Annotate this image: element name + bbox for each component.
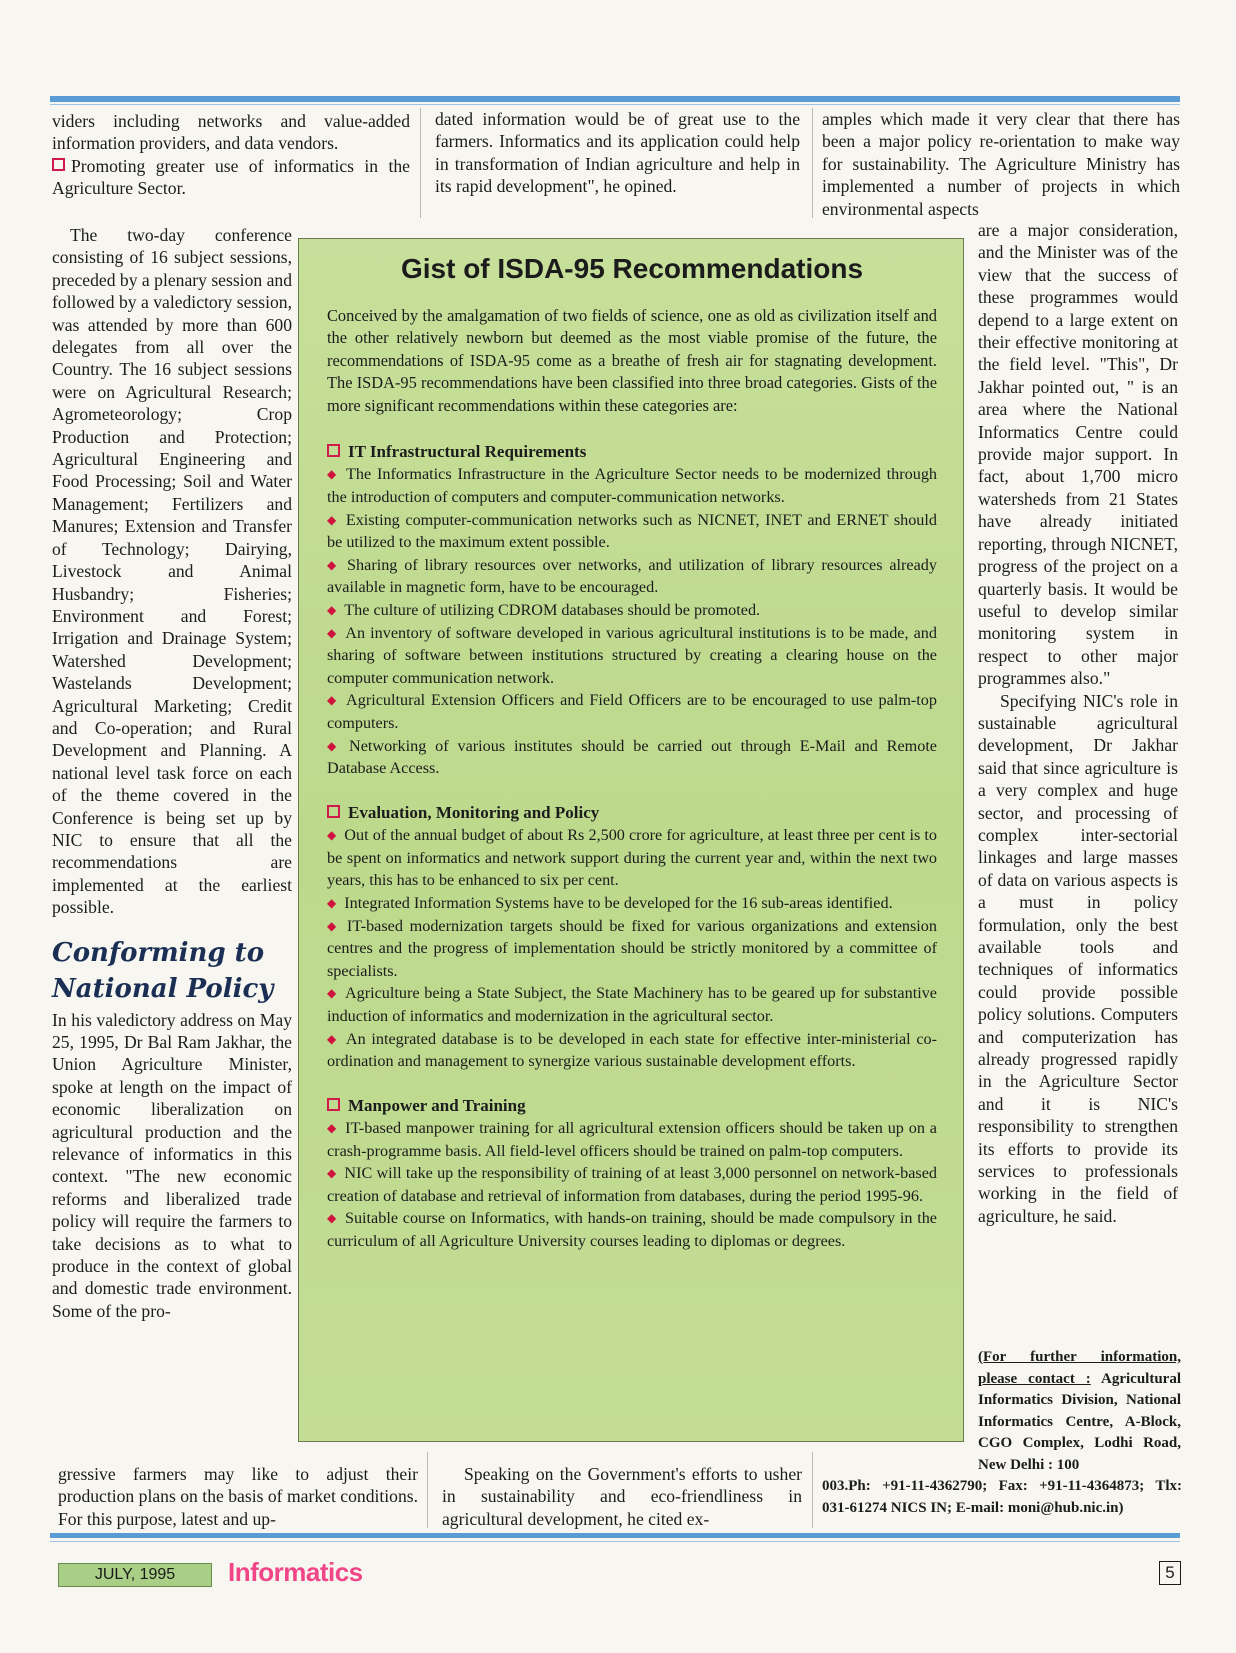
gist-item-text: Agriculture being a State Subject, the State Machinery has to be geared up for substantive induction of informatics and modernization in the agricultural sector.: [327, 984, 937, 1025]
gist-item-text: An inventory of software developed in various agricultural institutions is to be made, and sharing of software between institutions structured by creating a clearing house on the computer communication network.: [327, 623, 937, 687]
diamond-bullet-icon: ◆: [327, 986, 337, 1001]
gist-section-title-text: Manpower and Training: [348, 1095, 526, 1115]
diamond-bullet-icon: ◆: [327, 1121, 338, 1136]
gist-section-title-text: Evaluation, Monitoring and Policy: [348, 802, 600, 822]
diamond-bullet-icon: ◆: [327, 1031, 338, 1046]
column-divider: [420, 108, 421, 218]
gist-item: [327, 689, 937, 734]
diamond-bullet-icon: ◆: [327, 512, 338, 527]
page-number: 5: [1159, 1561, 1181, 1585]
gist-item: [327, 622, 937, 690]
col3-paragraph: are a major consideration, and the Minister was of the view that the success of these programmes would depend to a large extent on their effective monitoring at the field level. "This", Dr Jakhar pointed out, " is an area where the National Informatics Centre could provide major support. In fact, about 1,700 micro watersheds from 21 States have already initiated reporting, through NICNET, progress of the project on a quarterly basis. It would be useful to develop similar monitoring system in respect to other major programmes also.": [978, 220, 1179, 689]
gist-section-title-text: IT Infrastructural Requirements: [348, 442, 587, 462]
gist-item-text: Integrated Information Systems have to be developed for the 16 sub-areas identified.: [344, 893, 893, 912]
gist-item: [327, 1028, 937, 1073]
gist-section: [327, 441, 937, 780]
diamond-bullet-icon: ◆: [327, 693, 339, 708]
gist-title: Gist of ISDA-95 Recommendations: [400, 253, 864, 284]
diamond-bullet-icon: ◆: [327, 918, 339, 933]
gist-box: [298, 238, 964, 1442]
box-bullet-icon: [52, 158, 65, 171]
contact-link-text: (For further information, please contact :: [978, 1349, 1181, 1387]
gist-item: [327, 892, 937, 915]
col1-bullet-text: Promoting greater use of informatics in the Agriculture Sector.: [52, 155, 410, 199]
diamond-bullet-icon: ◆: [327, 738, 342, 753]
col1-bottom-paragraph: gressive farmers may like to adjust their production plans on the basis of market conditions. For this purpose, latest and up-: [58, 1464, 418, 1529]
gist-item: [327, 554, 937, 599]
gist-item: [327, 1162, 937, 1207]
diamond-bullet-icon: ◆: [327, 625, 338, 640]
issue-date: JULY, 1995: [58, 1563, 212, 1587]
col3-top-paragraph: amples which made it very clear that there has been a major policy re-orientation to make way for sustainability. The Agriculture Ministry has implemented a number of projects in which environmental aspects: [822, 109, 1180, 219]
col3-paragraph: Specifying NIC's role in sustainable agricultural development, Dr Jakhar said that since agriculture is a very complex and huge sector, and processing of complex inter-sectorial linkages and large masses of data on various aspects is a must in policy formulation, only the best available tools and techniques of informatics could provide possible policy solutions. Computers and computerization has already progressed rapidly in the Agriculture Sector and it is NIC's responsibility to strengthen its efforts to provide its services to professionals working in the field of agriculture, he said.: [978, 690, 1178, 1226]
box-bullet-icon: [327, 805, 340, 818]
column-1-top: [52, 110, 410, 200]
bottom-rule: [50, 1533, 1180, 1538]
col2-bottom-paragraph: Speaking on the Government's efforts to usher in sustainability and eco-friendliness in agricultural development, he cited ex-: [442, 1464, 802, 1529]
column-1-bottom: [58, 1463, 418, 1530]
gist-section: [327, 802, 937, 1073]
gist-item: [327, 1117, 937, 1162]
gist-item-text: The Informatics Infrastructure in the Agriculture Sector needs to be modernized through the introduction of computers and computer-communication networks.: [327, 465, 938, 507]
contact-phone-email: 003.Ph: +91-11-4362790; Fax: +91-11-4364873; Tlx: 031-61274 NICS IN; E-mail: moni@hub.nic.in): [822, 1478, 1182, 1516]
diamond-bullet-icon: ◆: [327, 828, 337, 843]
contact-address: Agricultural Informatics Division, National Informatics Centre, A-Block, CGO Complex, Lodhi Road, New Delhi : 100: [978, 1370, 1181, 1473]
gist-item: [327, 599, 937, 622]
gist-section-title: [327, 1095, 937, 1117]
gist-item-text: Agricultural Extension Officers and Field Officers are to be encouraged to use palm-top computers.: [327, 691, 937, 732]
diamond-bullet-icon: ◆: [327, 467, 339, 482]
gist-section-title: [327, 441, 937, 463]
box-bullet-icon: [327, 444, 340, 457]
gist-item-text: NIC will take up the responsibility of training of at least 3,000 personnel on network-based creation of database and retrieval of information from databases, during the period 1995-96.: [327, 1164, 937, 1205]
gist-section-title: [327, 802, 937, 824]
contact-info: [978, 1347, 1181, 1476]
column-2-top: [435, 108, 800, 198]
column-divider: [812, 108, 813, 218]
diamond-bullet-icon: ◆: [327, 895, 337, 910]
gist-intro: Conceived by the amalgamation of two fields of science, one as old as civilization itself and the other relatively newborn but deemed as the most viable promise of the future, the recommendations of ISDA-95 come as a breathe of fresh air for stagnating development. The ISDA-95 recommendations have been classified into three broad categories. Gists of the more significant recommendations within these categories are:: [327, 306, 937, 415]
col2-top-paragraph: dated information would be of great use to the farmers. Informatics and its application could help in transformation of Indian agriculture and help in its rapid development", he opined.: [435, 109, 800, 197]
gist-item: [327, 982, 937, 1027]
col1-valedictory-paragraph: In his valedictory address on May 25, 1995, Dr Bal Ram Jakhar, the Union Agriculture Minister, spoke at length on the impact of economic liberalization on agricultural production and the relevance of informatics in this context. "The new economic reforms and liberalized trade policy will require the farmers to take decisions as to what to produce in the context of global and domestic trade environment. Some of the pro-: [52, 1009, 292, 1321]
section-heading: Conforming to National Policy: [52, 937, 274, 1004]
magazine-logo: Informatics: [228, 1557, 363, 1587]
gist-item-text: The culture of utilizing CDROM databases should be promoted.: [344, 601, 761, 619]
gist-item-text: Sharing of library resources over networks, and utilization of library resources already available in magnetic form, have to be encouraged.: [327, 555, 937, 597]
contact-info-wide: [822, 1475, 1182, 1519]
column-divider: [812, 1452, 813, 1528]
gist-item: [327, 735, 937, 780]
gist-item-text: Existing computer-communication networks such as NICNET, INET and ERNET should be utilized to the maximum extent possible.: [327, 510, 937, 552]
gist-item: [327, 463, 937, 508]
gist-item-text: IT-based manpower training for all agricultural extension officers should be taken up on a crash-programme basis. All field-level officers should be trained on palm-top computers.: [327, 1119, 937, 1160]
gist-item: [327, 1207, 937, 1252]
gist-item-text: IT-based modernization targets should be fixed for various organizations and extension centres and the progress of implementation should be strictly monitored by a committee of specialists.: [327, 916, 937, 980]
column-divider: [427, 1452, 428, 1528]
col1-paragraph: viders including networks and value-added information providers, and data vendors.: [52, 111, 410, 154]
diamond-bullet-icon: ◆: [327, 1166, 337, 1181]
diamond-bullet-icon: ◆: [327, 603, 337, 617]
col1-conference-paragraph: The two-day conference consisting of 16 subject sessions, preceded by a plenary session and followed by a valedictory session, was attended by more than 600 delegates from all over the Country. The 16 subject sessions were on Agricultural Research; Agrometeorology; Crop Production and Protection; Agricultural Engineering and Food Processing; Soil and Water Management; Fertilizers and Manures; Extension and Transfer of Technology; Dairying, Livestock and Animal Husbandry; Fisheries; Environment and Forest; Irrigation and Drainage System; Watershed Development; Wastelands Development; Agricultural Marketing; Credit and Co-operation; and Rural Development and Planning. A national level task force on each of the theme covered in the Conference is being set up by NIC to ensure that all the recommendations are implemented at the earliest possible.: [52, 225, 292, 918]
column-2-bottom: [442, 1463, 802, 1530]
gist-item: [327, 824, 937, 892]
gist-item-text: Networking of various institutes should be carried out through E-Mail and Remote Database Access.: [327, 736, 937, 778]
column-3-narrow: [978, 219, 1178, 1227]
top-rule: [50, 96, 1180, 102]
diamond-bullet-icon: ◆: [327, 557, 340, 572]
gist-item-text: An integrated database is to be developed in each state for effective inter-ministerial co-ordination and management to synergize various sustainable development efforts.: [327, 1029, 937, 1071]
column-3-top: [822, 108, 1180, 220]
diamond-bullet-icon: ◆: [327, 1211, 337, 1226]
box-bullet-icon: [327, 1098, 340, 1111]
gist-item: [327, 509, 937, 554]
column-1-narrow: [52, 224, 292, 1322]
gist-item-text: Out of the annual budget of about Rs 2,500 crore for agriculture, at least three per cent is to be spent on informatics and network support during the current year and, within the next two years, this has to be enhanced to six per cent.: [327, 826, 937, 890]
col1-bullet-paragraph: [52, 155, 410, 200]
gist-item: [327, 915, 937, 983]
gist-item-text: Suitable course on Informatics, with hands-on training, should be made compulsory in the curriculum of all Agriculture University courses leading to diplomas or degrees.: [327, 1209, 937, 1251]
gist-section: [327, 1095, 937, 1253]
